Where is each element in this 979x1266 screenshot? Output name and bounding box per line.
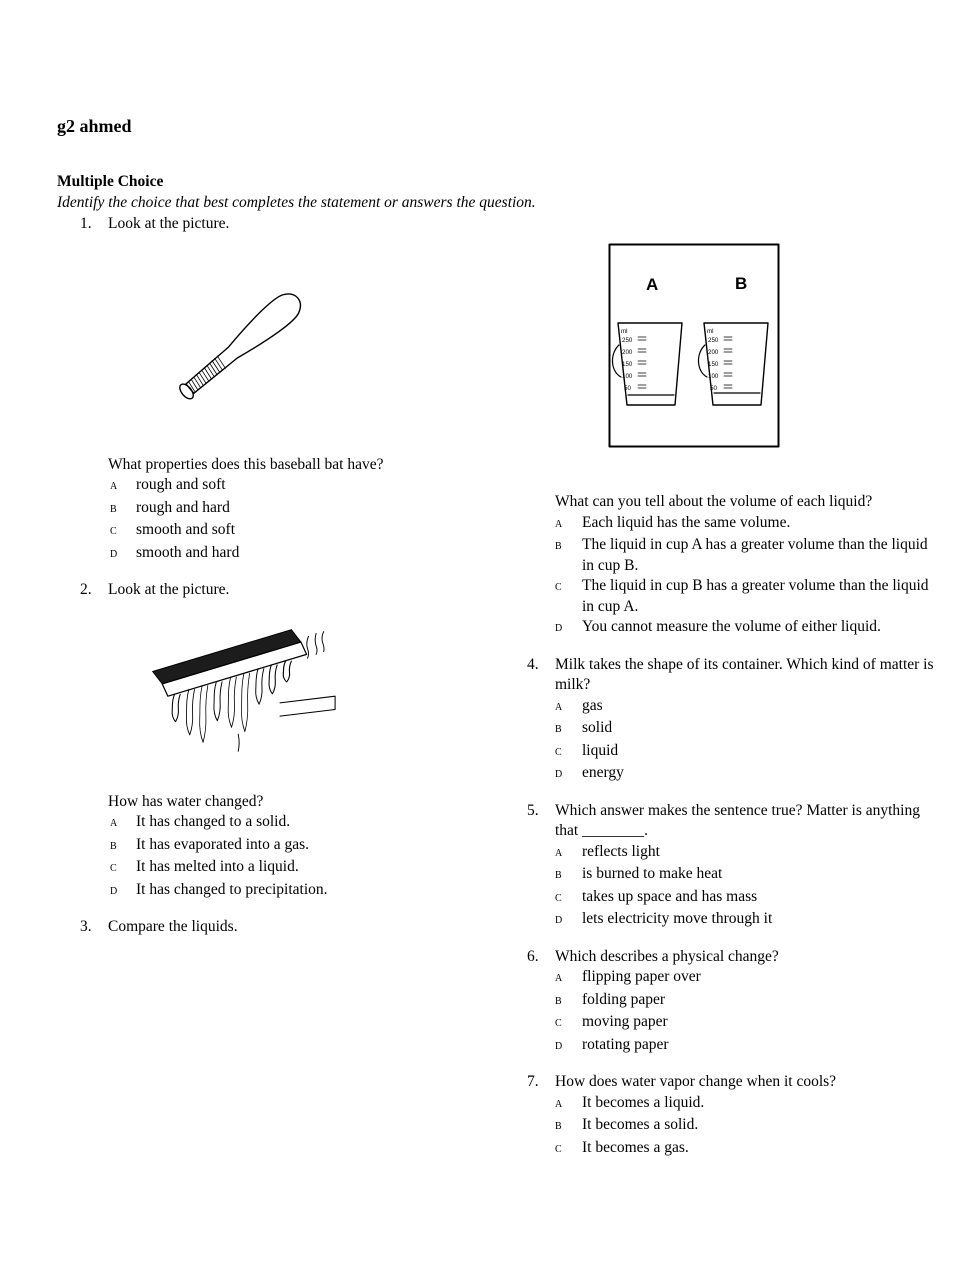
option-text: You cannot measure the volume of either liquid. [582, 618, 881, 635]
answer-option [527, 535, 939, 576]
answer-option [57, 543, 512, 566]
scale-label: 100 [708, 373, 719, 380]
option-text: moving paper [582, 1013, 668, 1030]
question-sub-prompt: What can you tell about the volume of each liquid? [555, 493, 873, 510]
cup-a-label: A [646, 275, 659, 294]
question-text: Look at the picture. [108, 215, 230, 232]
answer-option [527, 741, 939, 764]
question-3 [57, 917, 512, 938]
question-text: Look at the picture. [108, 581, 230, 598]
options-list [57, 812, 512, 902]
option-letter: C [555, 746, 562, 758]
answer-option [527, 967, 939, 990]
question-number: 5. [527, 801, 539, 819]
answer-option [57, 857, 512, 880]
question-stem [57, 917, 512, 938]
option-letter: C [555, 892, 562, 904]
option-text: takes up space and has mass [582, 887, 758, 905]
question-stem [527, 801, 939, 842]
option-letter: D [555, 623, 563, 634]
scale-label: 150 [622, 361, 633, 368]
options-list [57, 475, 512, 565]
scale-label: 50 [624, 385, 631, 392]
option-text: rotating paper [582, 1035, 669, 1053]
option-letter: B [555, 1121, 562, 1132]
baseball-bat-drawing [152, 277, 327, 417]
option-letter: C [555, 1143, 562, 1155]
question-stem [527, 947, 939, 968]
answer-option [57, 498, 512, 521]
section-instructions: Identify the choice that best completes the statement or answers the question. [57, 194, 536, 211]
question-5 [527, 801, 939, 932]
option-letter: B [555, 995, 562, 1007]
answer-option [57, 812, 512, 835]
option-letter: A [555, 973, 563, 984]
right-column [527, 243, 939, 1160]
left-column [57, 214, 512, 938]
answer-option [527, 990, 939, 1013]
options-list [527, 1093, 939, 1161]
option-text: It has melted into a liquid. [136, 858, 299, 875]
question-number: 4. [527, 655, 539, 673]
question-7 [527, 1072, 939, 1160]
option-text: lets electricity move through it [582, 910, 773, 927]
question-number: 1. [80, 215, 92, 232]
scale-label: 200 [622, 349, 633, 356]
scale-label: 200 [708, 349, 719, 356]
answer-option [527, 513, 939, 536]
question-stem [57, 214, 512, 235]
question-text: Milk takes the shape of its container. Which kind of matter is milk? [555, 655, 934, 693]
option-letter: D [110, 548, 118, 560]
option-text: rough and soft [136, 476, 226, 493]
question-text: Which answer makes the sentence true? Matter is anything that ________. [555, 801, 920, 839]
option-text: It becomes a liquid. [582, 1093, 705, 1111]
option-letter: A [555, 701, 563, 713]
option-text: It has evaporated into a gas. [136, 835, 310, 853]
option-letter: C [555, 582, 562, 593]
option-text: reflects light [582, 842, 660, 860]
section-heading: Multiple Choice [57, 173, 164, 190]
question-4 [527, 655, 939, 786]
option-text: It has changed to a solid. [136, 813, 291, 830]
cup-a-unit-label: ml [621, 328, 628, 335]
question-number: 6. [527, 947, 539, 965]
question-text: Which describes a physical change? [555, 947, 779, 965]
option-letter: B [555, 724, 562, 735]
option-letter: D [555, 769, 563, 780]
option-letter: C [110, 526, 117, 537]
question-2 [57, 580, 512, 902]
question-stem [527, 655, 939, 696]
scale-label: 100 [622, 373, 633, 380]
option-text: It becomes a solid. [582, 1116, 699, 1133]
options-list [527, 967, 939, 1057]
option-text: gas [582, 696, 603, 714]
option-letter: B [555, 870, 562, 881]
option-letter: C [110, 863, 117, 874]
option-letter: A [555, 518, 563, 530]
question-text: Compare the liquids. [108, 918, 238, 935]
question-3-continued [527, 492, 939, 640]
option-text: rough and hard [136, 498, 230, 516]
option-letter: B [555, 541, 562, 552]
option-text: The liquid in cup A has a greater volume than the liquid in cup B. [582, 536, 928, 574]
answer-option [527, 1138, 939, 1161]
cup-b-unit-label: ml [707, 328, 714, 335]
question-text: How does water vapor change when it cools? [555, 1073, 837, 1090]
option-text: liquid [582, 741, 619, 759]
option-text: It becomes a gas. [582, 1138, 689, 1156]
answer-option [527, 696, 939, 719]
scale-label: 50 [710, 385, 717, 392]
option-text: Each liquid has the same volume. [582, 513, 791, 531]
option-letter: D [555, 915, 563, 926]
answer-option [57, 475, 512, 498]
option-letter: C [555, 1018, 562, 1029]
answer-option [57, 880, 512, 903]
options-list [527, 842, 939, 932]
option-letter: D [110, 885, 118, 897]
question-sub-prompt: How has water changed? [108, 792, 264, 810]
question-6 [527, 947, 939, 1058]
answer-option [527, 1115, 939, 1138]
options-list [527, 513, 939, 640]
answer-option [527, 864, 939, 887]
option-letter: D [555, 1040, 563, 1052]
cup-b [698, 323, 768, 405]
option-letter: A [110, 481, 118, 492]
question-number: 3. [80, 918, 92, 935]
option-letter: A [110, 818, 118, 829]
options-list [527, 696, 939, 786]
scale-label: 250 [622, 337, 633, 344]
scale-label: 150 [708, 361, 719, 368]
option-text: It has changed to precipitation. [136, 880, 328, 898]
option-text: energy [582, 764, 624, 781]
cup-b-label: B [735, 274, 748, 293]
option-text: solid [582, 719, 613, 736]
question-sub-prompt: What properties does this baseball bat have? [108, 455, 384, 473]
answer-option [527, 887, 939, 910]
measuring-cups-figure [608, 243, 939, 448]
question-number: 7. [527, 1073, 539, 1090]
question-1 [57, 214, 512, 565]
option-text: smooth and hard [136, 543, 240, 561]
answer-option [527, 1012, 939, 1035]
option-text: The liquid in cup B has a greater volume than the liquid in cup A. [582, 577, 929, 615]
answer-option [527, 842, 939, 865]
question-stem [57, 580, 512, 601]
page-title: g2 ahmed [57, 116, 132, 136]
answer-option [527, 1035, 939, 1058]
answer-option [57, 520, 512, 543]
baseball-bat-figure [152, 277, 512, 417]
option-text: flipping paper over [582, 968, 701, 985]
option-text: is burned to make heat [582, 865, 723, 882]
icicles-figure [147, 623, 512, 758]
question-number: 2. [80, 581, 92, 598]
answer-option [527, 576, 939, 617]
option-text: smooth and soft [136, 521, 236, 538]
scale-label: 250 [708, 337, 719, 344]
answer-option [527, 909, 939, 932]
option-letter: B [110, 503, 117, 515]
option-letter: A [555, 1098, 563, 1110]
question-stem [527, 1072, 939, 1093]
answer-option [527, 718, 939, 741]
measuring-cups-drawing [608, 243, 780, 448]
icicles-drawing [147, 623, 337, 758]
option-letter: A [555, 847, 563, 859]
answer-option [57, 835, 512, 858]
option-text: folding paper [582, 990, 666, 1008]
cup-a [612, 323, 682, 405]
answer-option [527, 763, 939, 786]
answer-option [527, 1093, 939, 1116]
option-letter: B [110, 840, 117, 852]
answer-option [527, 617, 939, 640]
